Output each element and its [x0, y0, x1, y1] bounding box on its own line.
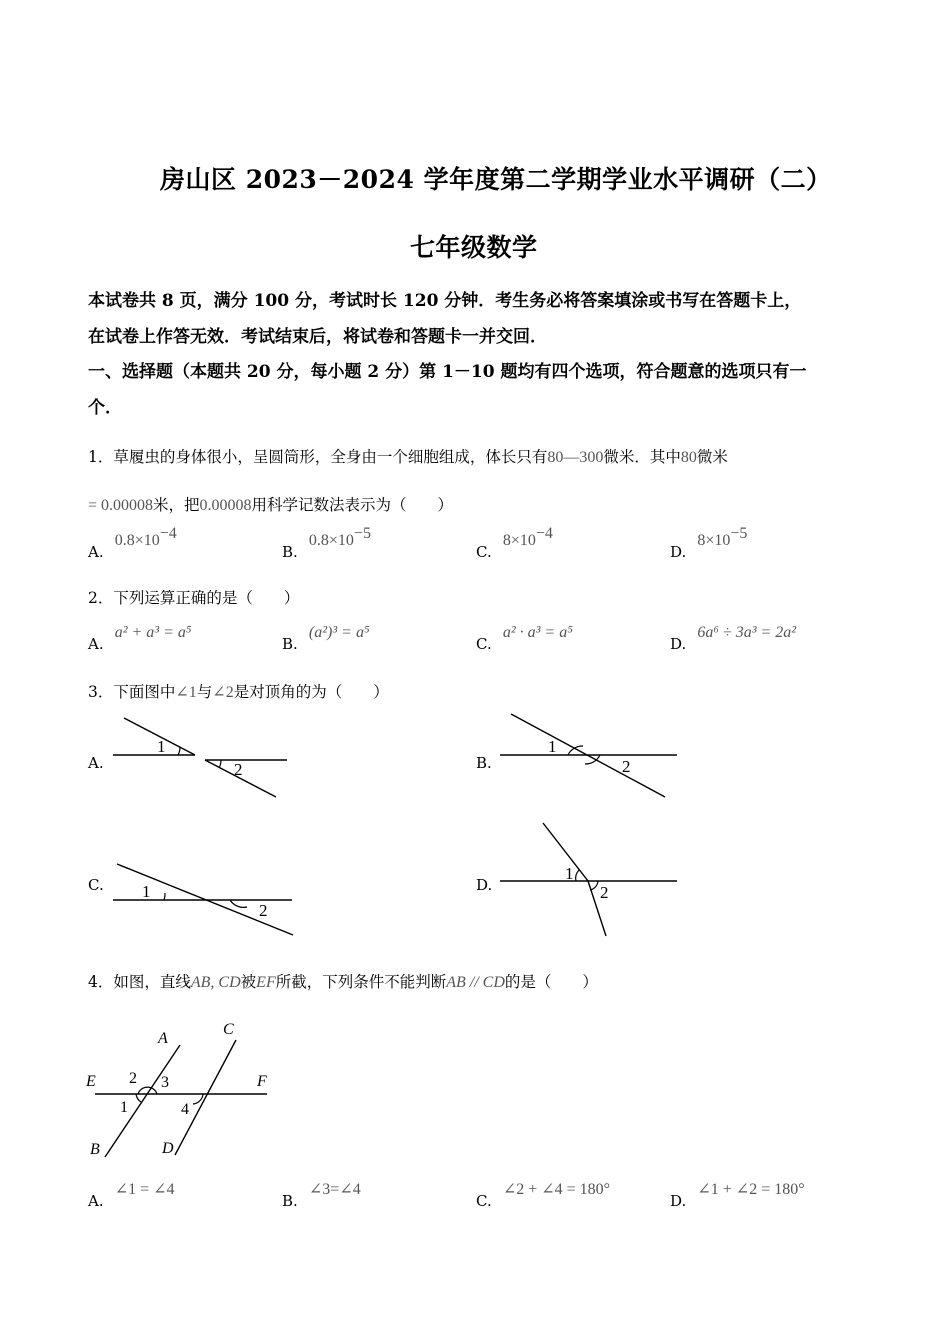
question-1-option-b[interactable]: B. $0.8\times 10^{-5}$ [282, 525, 371, 561]
question-1-option-d[interactable]: D. $8\times 10^{-5}$ [670, 525, 748, 561]
question-3-option-a-letter[interactable]: A. [88, 754, 104, 772]
q4-label-A: A [158, 1030, 168, 1047]
question-3-option-d-letter[interactable]: D. [476, 876, 493, 894]
q4-label-B: B [90, 1141, 100, 1158]
question-2-option-d[interactable]: D. 6a⁶ ÷ 3a³ = 2a² [670, 624, 797, 653]
q3b-label-2: 2 [622, 757, 631, 776]
question-1-stem-line-2: = 0.00008米，把0.00008用科学记数法表示为（ ） [88, 496, 454, 514]
q3a-label-2: 2 [234, 760, 243, 779]
question-1-stem-line-1: 1．草履虫的身体很小，呈圆筒形，全身由一个细胞组成，体长只有80—300微米．其中80微米 [88, 448, 728, 466]
section-1-heading-cont: 个． [88, 398, 122, 418]
q4-angle-2: 2 [129, 1070, 137, 1087]
question-3-stem: 3．下面图中∠1与∠2是对顶角的为（ ） [88, 683, 389, 701]
question-3-option-c-letter[interactable]: C. [88, 876, 104, 894]
page-title: 房山区 2023－2024 学年度第二学期学业水平调研（二） [160, 165, 832, 194]
instructions-line-2: 在试卷上作答无效．考试结束后，将试卷和答题卡一并交回． [88, 327, 547, 347]
q3c-label-2: 2 [259, 901, 268, 920]
page-subtitle: 七年级数学 [410, 233, 538, 262]
section-1-heading: 一、选择题（本题共 20 分，每小题 2 分）第 1－10 题均有四个选项，符合题意的选项只有一 [88, 362, 807, 382]
question-2-option-a[interactable]: A. a² + a³ = a⁵ [88, 624, 192, 653]
q4-angle-1: 1 [120, 1099, 128, 1116]
question-4-option-b[interactable]: B. ∠3=∠4 [282, 1181, 361, 1210]
q3a-label-1: 1 [157, 737, 166, 756]
question-4-option-a[interactable]: A. ∠1 = ∠4 [88, 1181, 175, 1210]
q3b-label-1: 1 [548, 737, 557, 756]
question-4-option-c[interactable]: C. ∠2 + ∠4 = 180° [476, 1181, 611, 1210]
q4-label-F: F [257, 1073, 267, 1090]
question-2-option-c[interactable]: C. a² · a³ = a⁵ [476, 624, 573, 653]
q4-angle-4: 4 [181, 1101, 189, 1118]
q4-label-C: C [223, 1021, 234, 1038]
question-2-stem: 2．下列运算正确的是（ ） [88, 589, 300, 607]
instructions-line-1: 本试卷共 8 页，满分 100 分，考试时长 120 分钟．考生务必将答案填涂或书写在答题卡上， [88, 291, 802, 311]
question-1-option-a[interactable]: A. $0.8\times 10^{-4}$ [88, 525, 177, 561]
q3c-label-1: 1 [142, 882, 151, 901]
q3d-label-1: 1 [565, 864, 574, 883]
question-4-option-d[interactable]: D. ∠1 + ∠2 = 180° [670, 1181, 805, 1210]
q4-angle-3: 3 [161, 1074, 169, 1091]
q3d-label-2: 2 [600, 883, 609, 902]
q4-label-D: D [162, 1140, 174, 1157]
q4-label-E: E [86, 1073, 96, 1090]
question-3-option-b-letter[interactable]: B. [476, 754, 492, 772]
question-4-stem: 4．如图，直线AB, CD被EF所截，下列条件不能判断AB // CD的是（ ） [88, 973, 598, 991]
question-2-option-b[interactable]: B. (a²)³ = a⁵ [282, 624, 370, 653]
question-1-option-c[interactable]: C. $8\times 10^{-4}$ [476, 525, 553, 561]
